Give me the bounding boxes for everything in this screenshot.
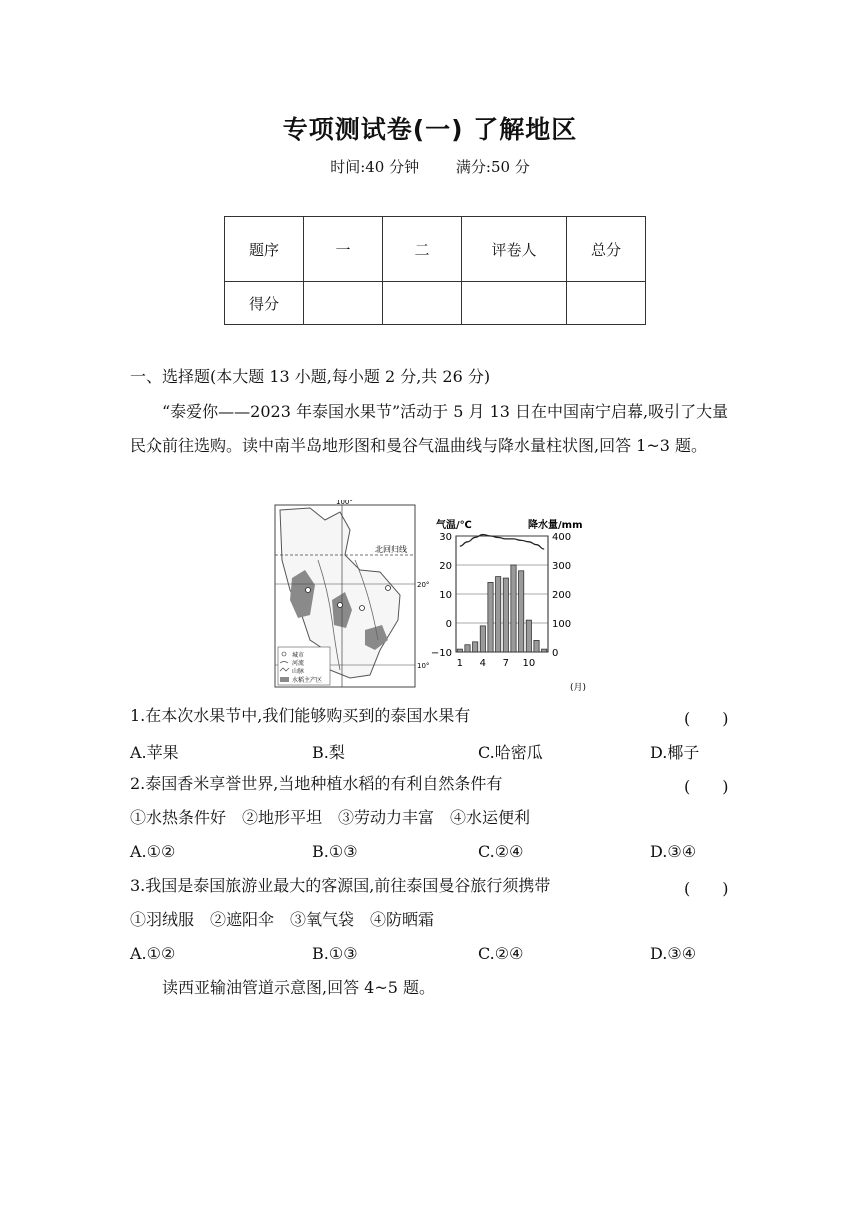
right-tick-label: 100 bbox=[552, 619, 572, 630]
climate-chart bbox=[431, 518, 586, 692]
left-tick-label: 20 bbox=[439, 561, 452, 572]
left-tick-label: 30 bbox=[439, 532, 452, 543]
legend-city-symbol bbox=[282, 652, 286, 656]
q1-option-b[interactable]: B.梨 bbox=[312, 743, 345, 762]
score-table-header-row bbox=[225, 217, 646, 282]
q3-option-a[interactable]: A.①② bbox=[130, 944, 176, 963]
precip-bar bbox=[511, 565, 516, 652]
left-tick-label: 0 bbox=[445, 619, 452, 630]
question-3-stem: 3.我国是泰国旅游业最大的客源国,前往泰国曼谷旅行须携带 bbox=[130, 876, 551, 895]
score-table-header: 评卷人 bbox=[462, 217, 567, 282]
map-legend bbox=[278, 647, 330, 685]
x-axis-ticks bbox=[457, 658, 536, 669]
lat10-label: 10° bbox=[417, 662, 430, 670]
score-table bbox=[224, 216, 646, 325]
precip-bar bbox=[503, 578, 508, 652]
precip-bar bbox=[465, 645, 470, 652]
precip-bars bbox=[457, 565, 547, 652]
answer-bracket[interactable]: ( ) bbox=[684, 709, 729, 728]
exam-full-score: 满分:50 分 bbox=[455, 158, 530, 176]
precip-bar bbox=[480, 626, 485, 652]
precip-bar bbox=[519, 571, 524, 652]
right-tick-label: 400 bbox=[552, 532, 572, 543]
precip-bar bbox=[457, 649, 462, 652]
exam-info bbox=[0, 156, 860, 177]
lon-label: 100° bbox=[336, 500, 353, 506]
precip-bar bbox=[488, 582, 493, 652]
x-axis-unit: (月) bbox=[570, 683, 587, 692]
city-dot bbox=[360, 606, 365, 611]
legend-label: 水稻主产区 bbox=[292, 677, 323, 684]
right-tick-label: 0 bbox=[552, 648, 559, 659]
score-row-label: 得分 bbox=[225, 282, 304, 325]
question-3-items: ①羽绒服 ②遮阳伞 ③氧气袋 ④防晒霜 bbox=[130, 910, 435, 929]
lat20-label: 20° bbox=[417, 581, 430, 589]
exam-time: 时间:40 分钟 bbox=[330, 158, 420, 176]
score-cell[interactable] bbox=[383, 282, 462, 325]
city-dot bbox=[338, 603, 343, 608]
score-cell[interactable] bbox=[304, 282, 383, 325]
score-table-header: 总分 bbox=[567, 217, 646, 282]
precip-bar bbox=[473, 642, 478, 652]
precip-bar bbox=[542, 649, 547, 652]
left-axis-label: 气温/℃ bbox=[436, 520, 472, 531]
score-cell[interactable] bbox=[567, 282, 646, 325]
left-tick-label: 10 bbox=[439, 590, 452, 601]
x-tick-label: 10 bbox=[522, 658, 536, 669]
score-table-header: 题序 bbox=[225, 217, 304, 282]
figure bbox=[270, 500, 600, 696]
section-heading: 一、选择题(本大题 13 小题,每小题 2 分,共 26 分) bbox=[130, 367, 491, 386]
legend-label: 城市 bbox=[292, 652, 305, 659]
left-tick-label: −10 bbox=[430, 648, 452, 659]
x-tick-label: 7 bbox=[502, 658, 510, 669]
legend-label: 河流 bbox=[292, 660, 305, 667]
precip-bar bbox=[496, 577, 501, 652]
x-tick-label: 4 bbox=[479, 658, 487, 669]
right-axis-label: 降水量/mm bbox=[528, 520, 583, 531]
legend-rice-symbol bbox=[280, 677, 289, 682]
question-2-stem: 2.泰国香米享誉世界,当地种植水稻的有利自然条件有 bbox=[130, 774, 503, 793]
score-table-header: 一 bbox=[304, 217, 383, 282]
q1-option-a[interactable]: A.苹果 bbox=[130, 743, 179, 762]
q3-option-b[interactable]: B.①③ bbox=[312, 944, 358, 963]
legend-label: 山脉 bbox=[292, 668, 305, 675]
q2-option-b[interactable]: B.①③ bbox=[312, 842, 358, 861]
q2-option-c[interactable]: C.②④ bbox=[478, 842, 524, 861]
right-tick-label: 300 bbox=[552, 561, 572, 572]
tropic-label: 北回归线 bbox=[375, 545, 407, 554]
x-tick-label: 1 bbox=[456, 658, 464, 669]
q2-option-d[interactable]: D.③④ bbox=[650, 842, 697, 861]
section-intro: “泰爱你——2023 年泰国水果节”活动于 5 月 13 日在中国南宁启幕,吸引了大量民众前往选购。读中南半岛地形图和曼谷气温曲线与降水量柱状图,回答 1~3 题。 bbox=[130, 402, 729, 455]
q2-option-a[interactable]: A.①② bbox=[130, 842, 176, 861]
right-tick-label: 200 bbox=[552, 590, 572, 601]
precip-bar bbox=[534, 640, 539, 652]
score-cell[interactable] bbox=[462, 282, 567, 325]
answer-bracket[interactable]: ( ) bbox=[684, 777, 729, 796]
city-dot bbox=[306, 588, 311, 593]
question-1-stem: 1.在本次水果节中,我们能够购买到的泰国水果有 bbox=[130, 706, 471, 725]
question-2-items: ①水热条件好 ②地形平坦 ③劳动力丰富 ④水运便利 bbox=[130, 808, 531, 827]
right-axis-ticks bbox=[552, 532, 571, 659]
q1-option-d[interactable]: D.椰子 bbox=[650, 743, 700, 762]
precip-bar bbox=[526, 620, 531, 652]
score-table-header: 二 bbox=[383, 217, 462, 282]
answer-bracket[interactable]: ( ) bbox=[684, 879, 729, 898]
city-dot bbox=[386, 586, 391, 591]
q3-option-d[interactable]: D.③④ bbox=[650, 944, 697, 963]
figure-svg bbox=[270, 500, 600, 692]
q3-option-c[interactable]: C.②④ bbox=[478, 944, 524, 963]
left-axis-ticks bbox=[431, 532, 452, 659]
score-table-score-row bbox=[225, 282, 646, 325]
chart-grid bbox=[456, 536, 548, 652]
q1-option-c[interactable]: C.哈密瓜 bbox=[478, 743, 543, 762]
next-section-intro: 读西亚输油管道示意图,回答 4~5 题。 bbox=[162, 978, 436, 997]
temperature-line bbox=[460, 535, 544, 550]
page-title: 专项测试卷(一) 了解地区 bbox=[282, 115, 578, 144]
indochina-map bbox=[275, 500, 429, 687]
